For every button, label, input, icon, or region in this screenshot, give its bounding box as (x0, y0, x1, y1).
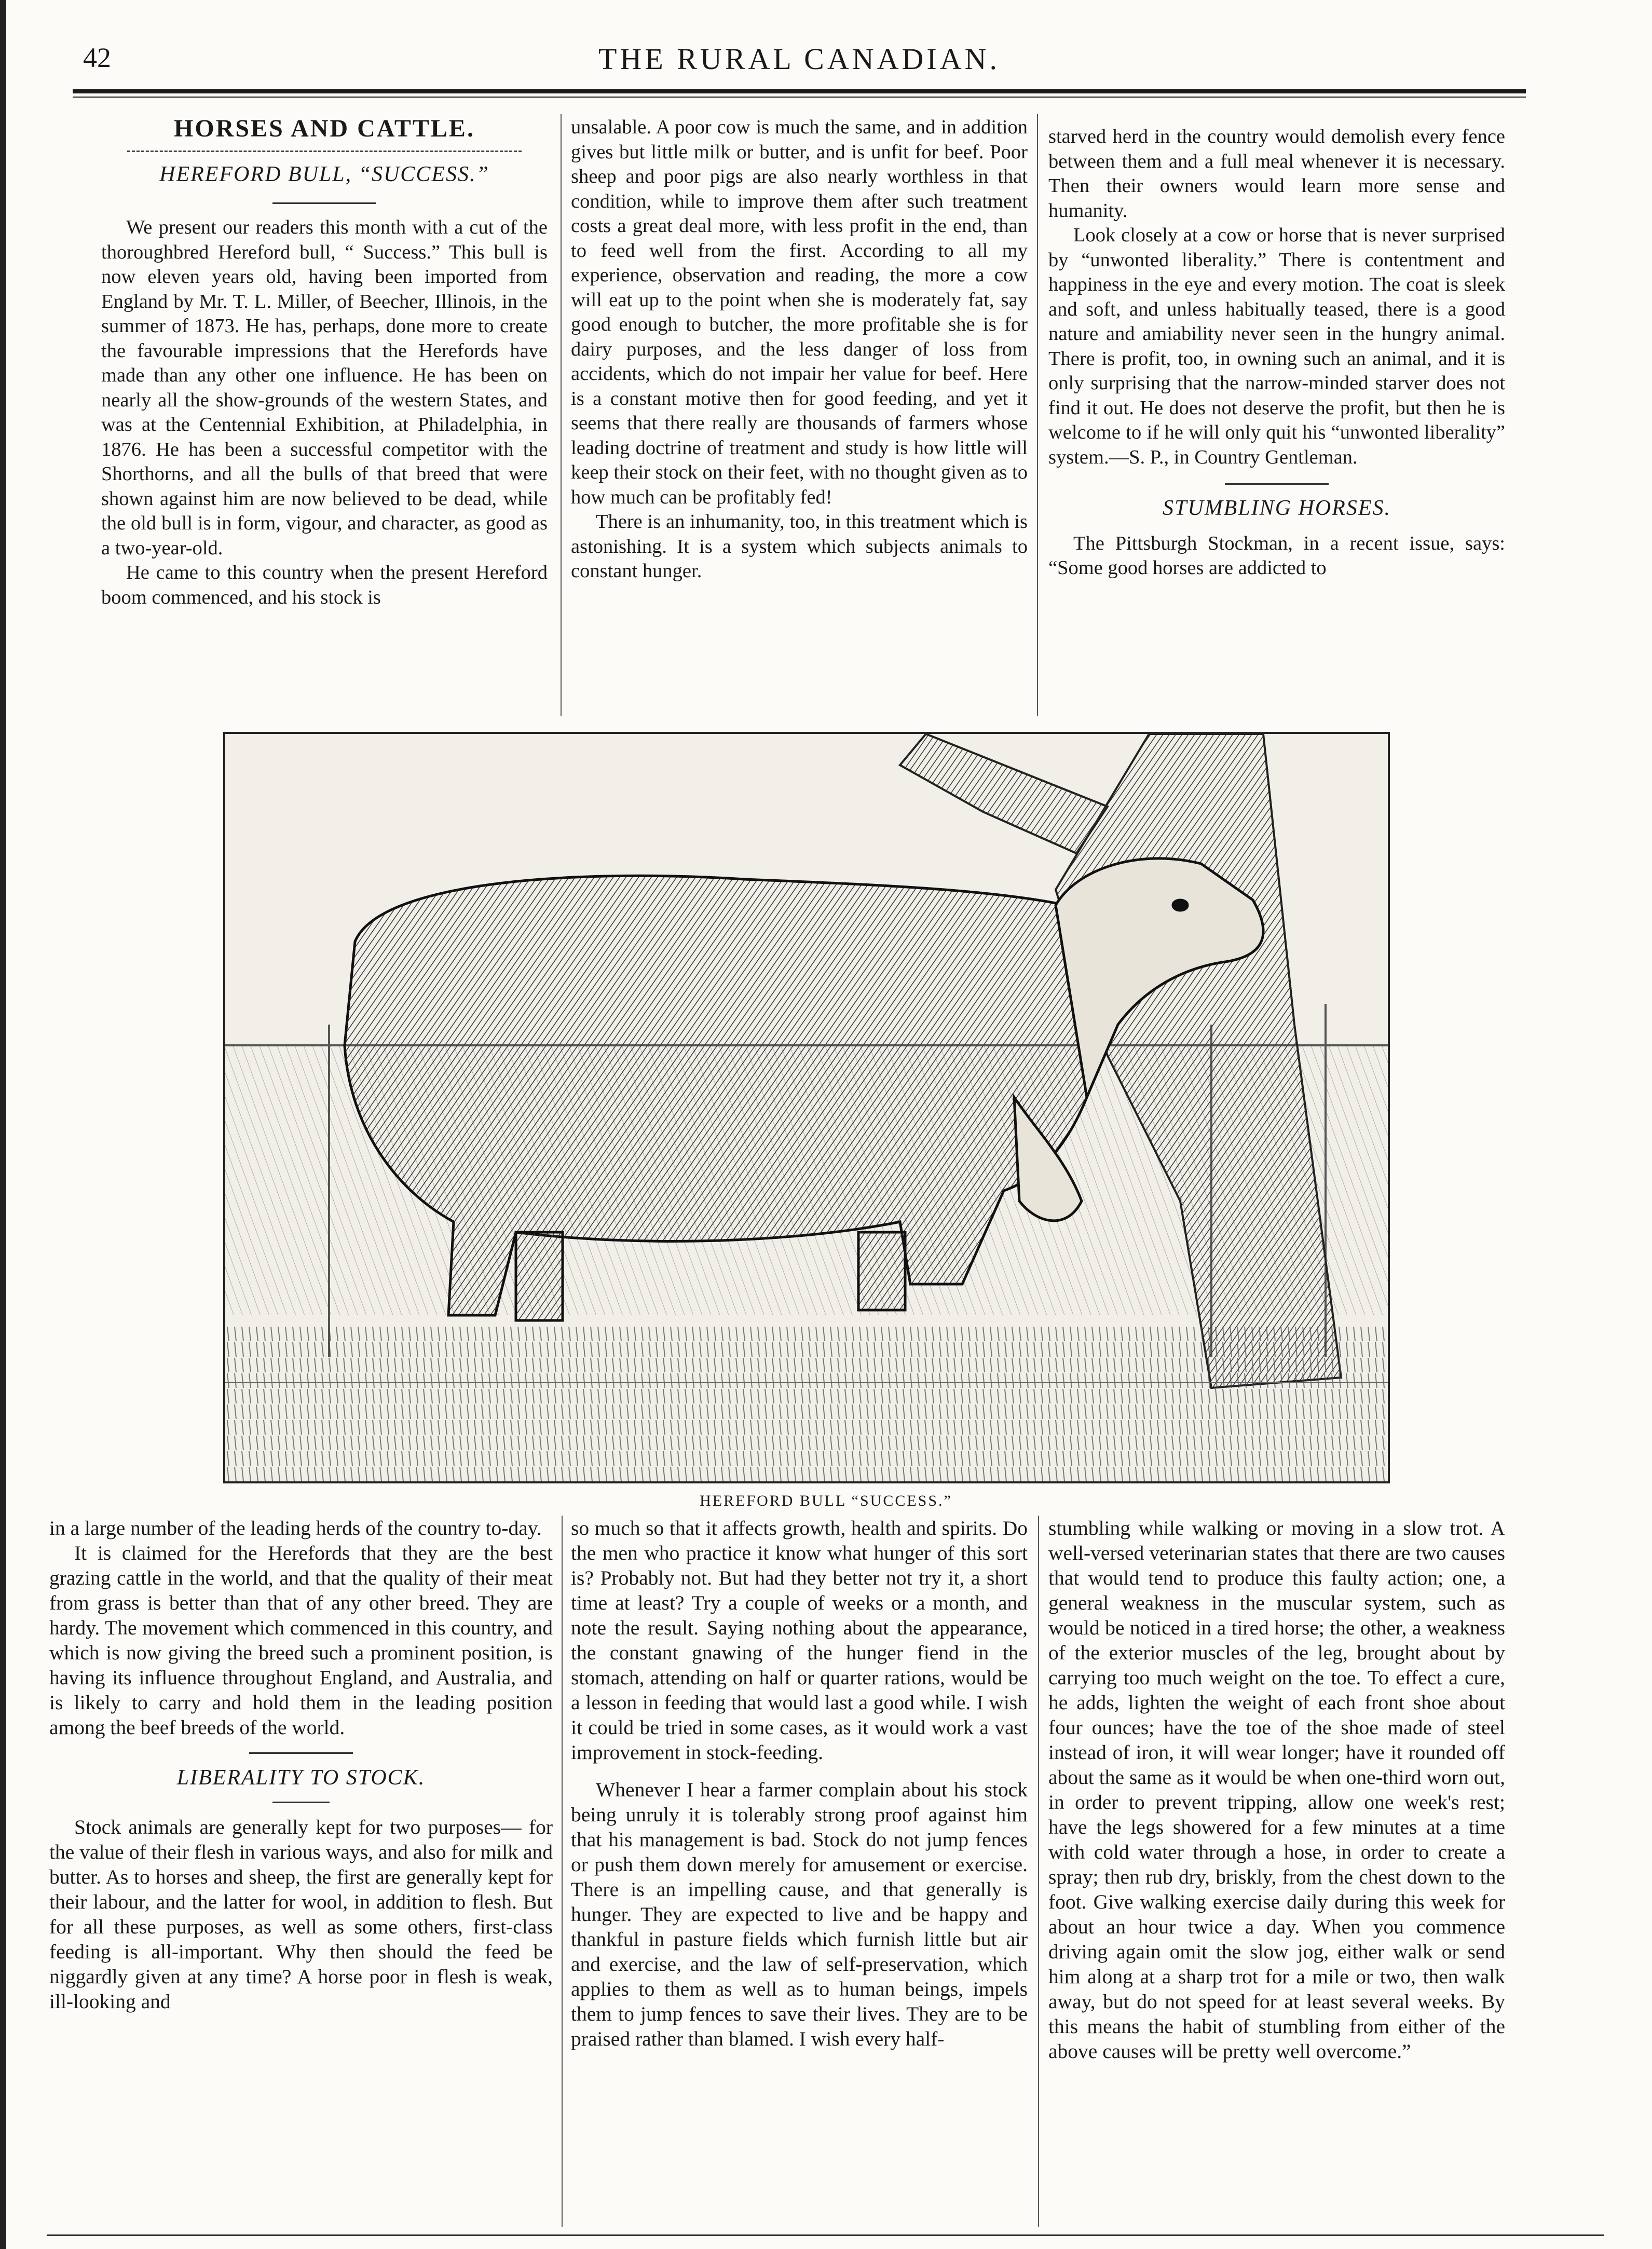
paragraph: so much so that it affects growth, health and spirits. Do the men who practice it know what hunger of this sort is? Probably not. But had they better not try it, a short time at least? Try a couple of weeks or a month, and note the result. Saying nothing about the appearance, the constant gnawing of the hunger fiend in the stomach, attending on half or quarter rations, would be a lesson in feeding that would last a good while. I wish it could be tried in some cases, as it would work a vast improvement in stock-feeding. (571, 1517, 1028, 1764)
paragraph: Stock animals are generally kept for two purposes— for the value of their flesh in various ways, and also for milk and butter. As to horses and sheep, the first are generally kept for their labour, and the latter for wool, in addition to flesh. But for all these purposes, as well as some others, first-class feeding is all-important. Why then should the feed be niggardly given at any time? A horse poor in flesh is weak, ill-looking and (49, 1816, 553, 2013)
column-separator (561, 114, 562, 716)
paragraph: starved herd in the country would demolish every fence between them and a full meal whenever it is necessary. Then their owners would learn more sense and humanity. (1048, 126, 1505, 222)
paragraph: Whenever I hear a farmer complain about his stock being unruly it is tolerably strong proof against him that his management is bad. Stock do not jump fences or push them down merely for amusement or exercise. There is an impelling cause, and that generally is hunger. They are expected to live and be happy and thankful in pasture fields which furnish little but air and exercise, and the law of self-preservation, which applies to them as well as to human beings, impels them to jump fences to save their lives. They are to be praised rather than blamed. I wish every half- (571, 1778, 1028, 2050)
article-title-stumbling: STUMBLING HORSES. (1163, 496, 1391, 520)
bottom-column-3 (1048, 1516, 1505, 2064)
column-separator (1037, 114, 1038, 716)
page-number: 42 (83, 42, 111, 73)
title-rule (1225, 483, 1329, 485)
paragraph: There is an inhumanity, too, in this treatment which is astonishing. It is a system which subjects animals to constant hunger. (571, 511, 1028, 582)
paragraph: Look closely at a cow or horse that is never surprised by “unwonted liberality.” There is contentment and happiness in the eye and every motion. The coat is sleek and soft, and unless habitually teased, there is a good nature and amiability never seen in the hungry animal. There is profit, too, in owning such an animal, and it is only surprising that the narrow-minded starver does not find it out. He does not deserve the profit, but then he is welcome to if he will only quit his “unwonted liberality” system.—S. P., in Country Gentleman. (1048, 224, 1505, 468)
page-binding-edge (0, 0, 6, 2249)
article-title-liberality: LIBERALITY TO STOCK. (176, 1766, 426, 1790)
page-header (73, 42, 1526, 83)
title-rule (272, 202, 376, 204)
column-separator (562, 1516, 563, 2227)
article-title-hereford: HEREFORD BULL, “SUCCESS.” (159, 162, 489, 186)
paragraph: unsalable. A poor cow is much the same, and in addition gives but little milk or butter, and is unfit for beef. Poor sheep and poor pigs are also nearly worthless in that condition, while to improve them after such treatment costs a great deal more, with less profit in the end, than to feed well from the first. According to all my experience, observation and reading, the more a cow will eat up to the point when she is moderately fat, say good enough to butcher, the more profitable she is for dairy purposes, and the less danger of loss from accidents, which do not impair her value for beef. Here is a constant motive then for good feeding, and yet it seems that there really are thousands of farmers whose leading doctrine of treatment and study is how little will keep their stock on their feet, with no thought given as to how much can be profitably fed! (571, 116, 1028, 508)
paragraph: It is claimed for the Herefords that they are the best grazing cattle in the world, and that the quality of their meat from grass is better than that of any other breed. They are hardy. The movement which commenced in this country, and which is now giving the breed such a prominent position, is having its influence throughout England, and Australia, and is likely to carry and hold them in the leading position among the beef breeds of the world. (49, 1542, 553, 1739)
column-separator (1038, 1516, 1039, 2227)
bull-engraving (225, 734, 1388, 1481)
paragraph: He came to this country when the present Hereford boom commenced, and his stock is (101, 562, 548, 608)
header-rule (73, 89, 1526, 93)
header-rule-thin (73, 97, 1526, 98)
bottom-column-2 (571, 1516, 1028, 2051)
top-column-3 (1048, 125, 1505, 581)
hereford-bull-illustration (223, 732, 1390, 1483)
figure-caption: HEREFORD BULL “SUCCESS.” (700, 1492, 952, 1509)
title-rule (249, 1752, 353, 1754)
bottom-column-1 (49, 1516, 553, 2014)
top-column-1 (101, 114, 548, 610)
newspaper-title: THE RURAL CANADIAN. (598, 42, 1000, 76)
footer-rule (47, 2234, 1604, 2236)
paragraph: The Pittsburgh Stockman, in a recent issue, says: “Some good horses are addicted to (1048, 532, 1505, 579)
paragraph: stumbling while walking or moving in a slow trot. A well-versed veterinarian states that there are two causes that would tend to produce this faulty action; one, a general weakness in the muscular system, such as would be noticed in a tired horse; the other, a weakness of the exterior muscles of the leg, brought about by carrying too much weight on the toe. To effect a cure, he adds, lighten the weight of each front shoe about four ounces; have the toe of the shoe made of steel instead of iron, it will wear longer; have it rounded off about the same as it would be when one-third worn out, in order to prevent tripping, allow one week's rest; have the legs showered for a few minutes at a time with cold water through a hose, in order to create a spray; then rub dry, briskly, from the chest down to the foot. Give walking exercise daily during this week for about an hour twice a day. When you commence driving again omit the slow jog, either walk or send him along at a sharp trot for a mile or two, then walk away, but do not speed for at least several weeks. By this means the habit of stumbling from either of the above causes will be pretty well overcome.” (1048, 1517, 1505, 2063)
section-title: HORSES AND CATTLE. (174, 115, 475, 142)
title-rule (272, 1802, 330, 1803)
paragraph: We present our readers this month with a cut of the thoroughbred Hereford bull, “ Success.” This bull is now eleven years old, having been imported from England by Mr. T. L. Miller, of Beecher, Illinois, in the summer of 1873. He has, perhaps, done more to create the favourable impressions that the Herefords have made than any other one influence. He has been on nearly all the show-grounds of the western States, and was at the Centennial Exhibition, at Philadelphia, in 1876. He has been a successful competitor with the Shorthorns, and all the bulls of that breed that were shown against him are now believed to be dead, while the old bull is in form, vigour, and character, as good as a two-year-old. (101, 216, 548, 559)
top-column-2 (571, 115, 1028, 584)
section-divider (127, 151, 522, 152)
paragraph: in a large number of the leading herds of the country to-day. (49, 1517, 542, 1539)
